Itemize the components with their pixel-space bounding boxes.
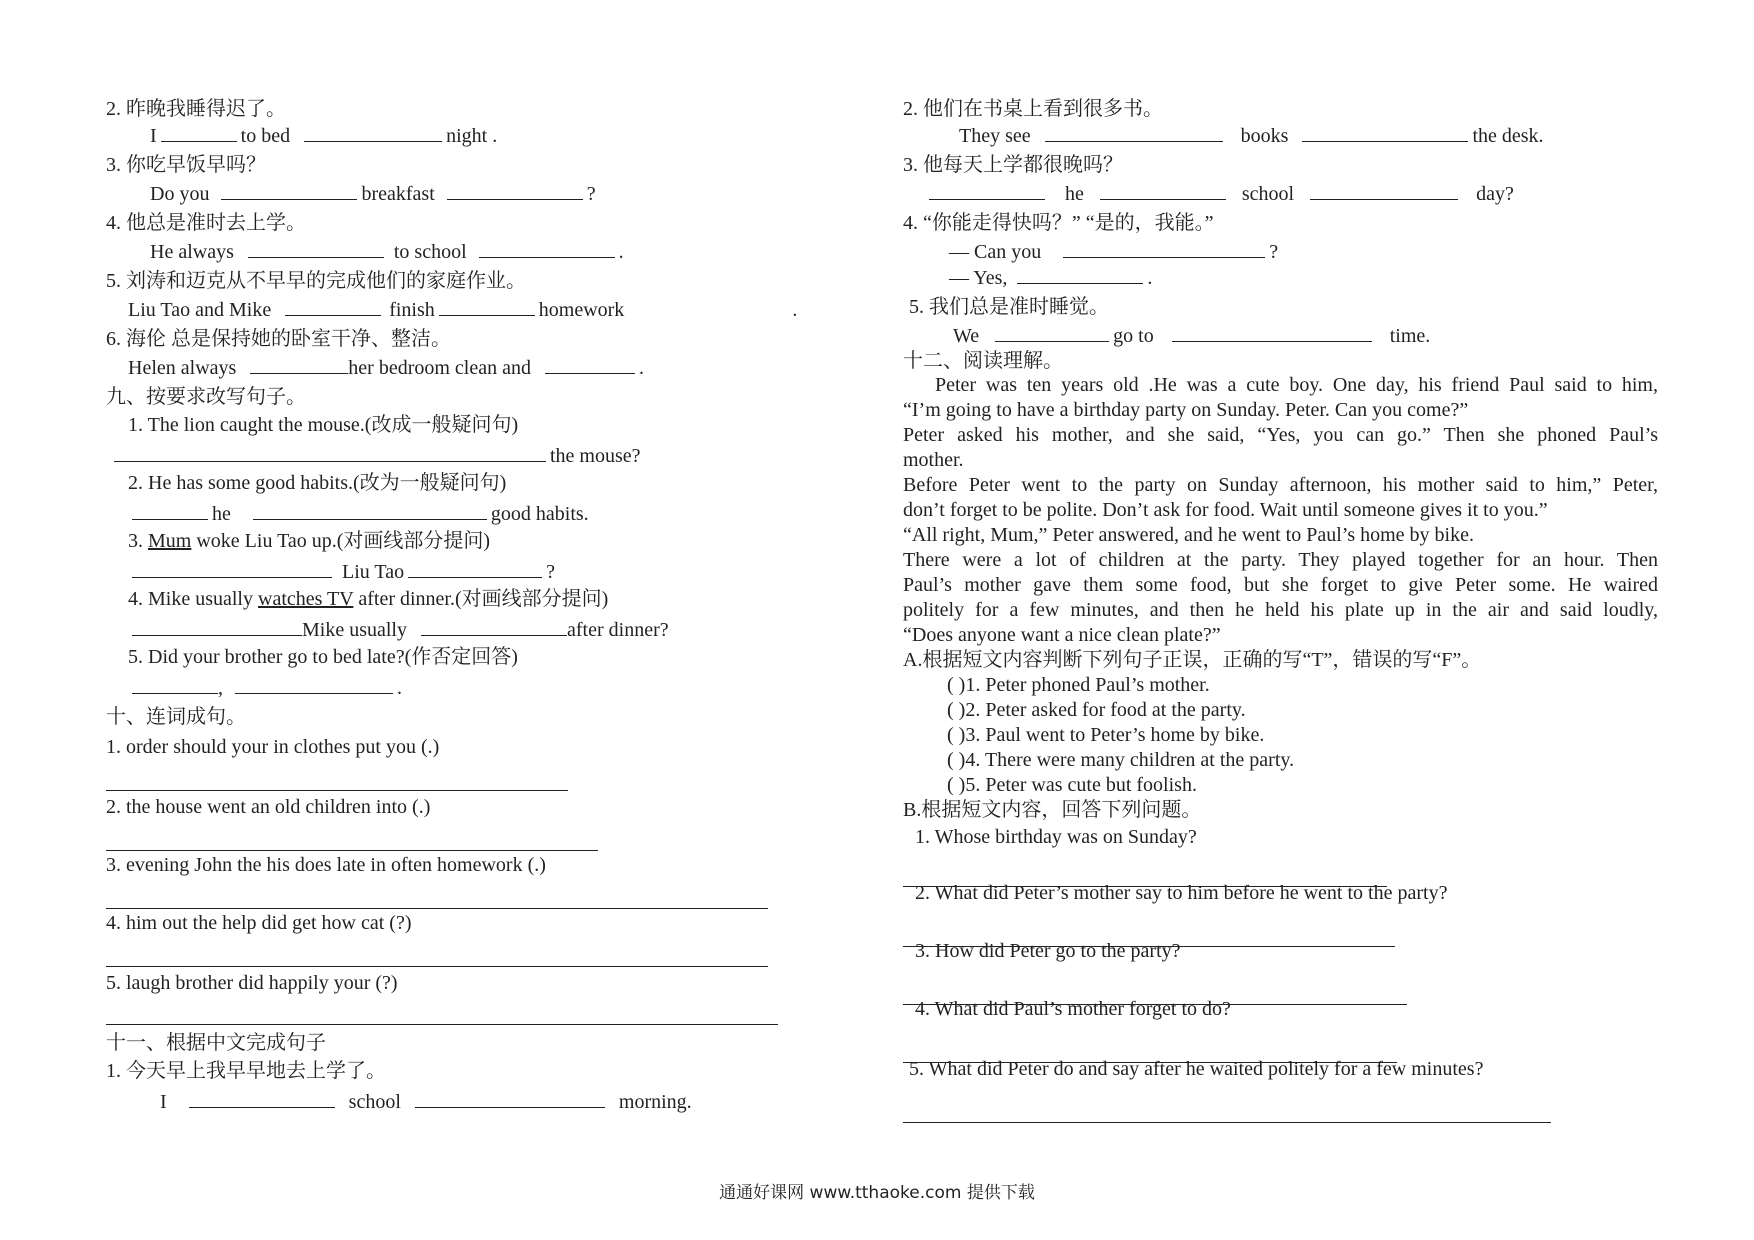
text: .: [618, 241, 624, 263]
blank[interactable]: [1045, 122, 1223, 142]
blank[interactable]: [235, 674, 393, 694]
text: woke Liu Tao up.(对画线部分提问): [191, 530, 491, 552]
passage-line: mother.: [903, 449, 964, 471]
blank[interactable]: [995, 322, 1109, 342]
text: after dinner?: [567, 619, 669, 641]
section-10-title: 十、连词成句。: [106, 706, 246, 728]
blank[interactable]: [161, 122, 237, 142]
q6-chinese: 6. 海伦 总是保持她的卧室干净、整洁。: [106, 328, 451, 350]
blank[interactable]: [132, 616, 302, 636]
s10-q2: 2. the house went an old children into (.): [106, 796, 431, 818]
text: Mike usually: [302, 619, 407, 641]
text: school: [1241, 183, 1295, 205]
tf-item[interactable]: ( )3. Paul went to Peter’s home by bike.: [947, 724, 1265, 746]
s9-q2: 2. He has some good habits.(改为一般疑问句): [128, 472, 507, 494]
underlined-text: watches TV: [258, 588, 354, 610]
blank[interactable]: [1310, 180, 1458, 200]
s9-q4-answer: [128, 616, 669, 643]
q4-sentence: [150, 238, 624, 265]
text: They see: [959, 125, 1031, 147]
text: Do you: [150, 183, 210, 205]
text: time.: [1389, 325, 1431, 347]
text: breakfast: [361, 183, 435, 205]
text: books: [1240, 125, 1289, 147]
blank[interactable]: [1100, 180, 1226, 200]
s9-q5-answer: [128, 674, 402, 701]
passage-line: Peter asked his mother, and she said, “Yes, you can go.” Then she phoned Paul’s: [903, 424, 1658, 446]
q2-sentence: [150, 122, 497, 149]
blank[interactable]: [221, 180, 357, 200]
s10-q4-answer-line[interactable]: [106, 966, 768, 967]
text: I: [150, 125, 157, 147]
text: finish: [389, 299, 435, 321]
s10-q3: 3. evening John the his does late in often homework (.): [106, 854, 546, 876]
text: to school: [393, 241, 467, 263]
passage-line: politely for a few minutes, and then he held his plate up in the air and said loudly,: [903, 599, 1658, 621]
s11-q1-chinese: 1. 今天早上我早早地去上学了。: [106, 1060, 386, 1082]
text: day?: [1476, 183, 1514, 205]
text: He always: [150, 241, 234, 263]
r-q5-chinese: 5. 我们总是准时睡觉。: [909, 296, 1109, 318]
r-q2-sentence: [959, 122, 1544, 149]
text: the desk.: [1472, 125, 1544, 147]
s11-q1-sentence: [160, 1088, 692, 1115]
section-a-title: A.根据短文内容判断下列句子正误，正确的写“T”，错误的写“F”。: [903, 649, 1482, 671]
qb3: 3. How did Peter go to the party?: [915, 940, 1181, 962]
qb4: 4. What did Paul’s mother forget to do?: [915, 998, 1231, 1020]
qb5-answer-line[interactable]: [903, 1122, 1551, 1123]
s10-q4: 4. him out the help did get how cat (?): [106, 912, 412, 934]
text: her bedroom clean and: [348, 357, 531, 379]
text: he: [1065, 183, 1084, 205]
blank[interactable]: [248, 238, 384, 258]
tf-item[interactable]: ( )2. Peter asked for food at the party.: [947, 699, 1246, 721]
text: school: [348, 1091, 401, 1113]
q4-chinese: 4. 他总是准时去上学。: [106, 212, 306, 234]
blank[interactable]: [1172, 322, 1372, 342]
footer-source: 通通好课网 www.tthaoke.com 提供下载: [719, 1183, 1035, 1203]
text: night .: [446, 125, 498, 147]
section-b-title: B.根据短文内容，回答下列问题。: [903, 799, 1202, 821]
s9-q5: 5. Did your brother go to bed late?(作否定回答): [128, 646, 518, 668]
underlined-text: Mum: [148, 530, 192, 552]
text: .: [639, 357, 644, 379]
text: Liu Tao and Mike: [128, 299, 272, 321]
s10-q5-answer-line[interactable]: [106, 1024, 778, 1025]
passage-line: Peter was ten years old .He was a cute boy. One day, his friend Paul said to him,: [935, 374, 1658, 396]
blank[interactable]: [250, 354, 348, 374]
qb2: 2. What did Peter’s mother say to him before he went to the party?: [915, 882, 1448, 904]
blank[interactable]: [929, 180, 1045, 200]
blank[interactable]: [132, 558, 332, 578]
blank[interactable]: [304, 122, 442, 142]
text: I: [160, 1091, 167, 1113]
text: 4. Mike usually: [128, 588, 258, 610]
q5-sentence: [128, 296, 797, 323]
text: .: [792, 299, 798, 321]
r-q4-answer: [949, 264, 1152, 291]
qb1: 1. Whose birthday was on Sunday?: [915, 826, 1197, 848]
passage-line: “Does anyone want a nice clean plate?”: [903, 624, 1221, 646]
s10-q3-answer-line[interactable]: [106, 908, 768, 909]
q2-chinese: 2. 昨晚我睡得迟了。: [106, 98, 286, 120]
r-q4-chinese: 4. “你能走得快吗？” “是的，我能。”: [903, 212, 1214, 234]
r-q2-chinese: 2. 他们在书桌上看到很多书。: [903, 98, 1163, 120]
passage-line: Before Peter went to the party on Sunday afternoon, his mother said to him,” Peter,: [903, 474, 1658, 496]
text: .: [1147, 267, 1153, 289]
text: ?: [586, 183, 596, 205]
q3-sentence: [150, 180, 596, 207]
qb5: 5. What did Peter do and say after he waited politely for a few minutes?: [909, 1058, 1484, 1080]
blank[interactable]: [447, 180, 583, 200]
text: 3.: [128, 530, 148, 552]
text: after dinner.(对画线部分提问): [353, 588, 609, 610]
s9-q1-answer: [106, 442, 641, 469]
blank[interactable]: [1302, 122, 1468, 142]
r-q4-question: [949, 238, 1278, 265]
text: he: [212, 503, 231, 525]
tf-item[interactable]: ( )1. Peter phoned Paul’s mother.: [947, 674, 1210, 696]
blank[interactable]: [189, 1088, 335, 1108]
blank[interactable]: [132, 500, 208, 520]
text: — Yes,: [949, 267, 1008, 289]
r-q3-sentence: [925, 180, 1514, 207]
section-12-title: 十二、阅读理解。: [903, 350, 1063, 372]
blank[interactable]: [285, 296, 381, 316]
passage-line: There were a lot of children at the party. They played together for an hour. Then: [903, 549, 1658, 571]
text: .: [397, 677, 402, 699]
text: homework: [538, 299, 625, 321]
text: Liu Tao: [342, 561, 405, 583]
s9-q2-answer: [128, 500, 589, 527]
passage-line: “All right, Mum,” Peter answered, and he went to Paul’s home by bike.: [903, 524, 1474, 546]
tf-item[interactable]: ( )4. There were many children at the party.: [947, 749, 1295, 771]
text: good habits.: [490, 503, 589, 525]
blank[interactable]: [114, 442, 546, 462]
text: — Can you: [949, 241, 1042, 263]
q3-chinese: 3. 你吃早饭早吗？: [106, 154, 266, 176]
text: morning.: [618, 1091, 692, 1113]
blank[interactable]: [421, 616, 567, 636]
s10-q5: 5. laugh brother did happily your (?): [106, 972, 398, 994]
s10-q1: 1. order should your in clothes put you (.): [106, 736, 440, 758]
text: to bed: [240, 125, 291, 147]
r-q3-chinese: 3. 他每天上学都很晚吗？: [903, 154, 1123, 176]
q6-sentence: [128, 354, 644, 381]
blank[interactable]: [408, 558, 542, 578]
blank[interactable]: [253, 500, 487, 520]
passage-line: don’t forget to be polite. Don’t ask for food. Wait until someone gives it to you.”: [903, 499, 1548, 521]
blank[interactable]: [1017, 264, 1143, 284]
text: go to: [1113, 325, 1154, 347]
s10-q1-answer-line[interactable]: [106, 790, 568, 791]
r-q5-sentence: [953, 322, 1430, 349]
blank[interactable]: [132, 674, 218, 694]
text: ?: [1269, 241, 1279, 263]
text: the mouse?: [550, 445, 641, 467]
s9-q1: 1. The lion caught the mouse.(改成一般疑问句): [128, 414, 519, 436]
blank[interactable]: [439, 296, 535, 316]
section-9-title: 九、按要求改写句子。: [106, 386, 306, 408]
blank[interactable]: [415, 1088, 605, 1108]
s10-q2-answer-line[interactable]: [106, 850, 598, 851]
blank[interactable]: [479, 238, 615, 258]
s9-q3: [128, 528, 490, 554]
text: ,: [218, 677, 223, 699]
passage-line: “I’m going to have a birthday party on Sunday. Peter. Can you come?”: [903, 399, 1469, 421]
text: Helen always: [128, 357, 237, 379]
s9-q3-answer: [128, 558, 555, 585]
text: We: [953, 325, 980, 347]
blank[interactable]: [545, 354, 635, 374]
text: ?: [546, 561, 555, 583]
q5-chinese: 5. 刘涛和迈克从不早早的完成他们的家庭作业。: [106, 270, 526, 292]
passage-line: Paul’s mother gave them some food, but she forget to give Peter some. He waired: [903, 574, 1658, 596]
s9-q4: [128, 586, 608, 612]
section-11-title: 十一、根据中文完成句子: [106, 1032, 326, 1054]
tf-item[interactable]: ( )5. Peter was cute but foolish.: [947, 774, 1197, 796]
blank[interactable]: [1063, 238, 1265, 258]
